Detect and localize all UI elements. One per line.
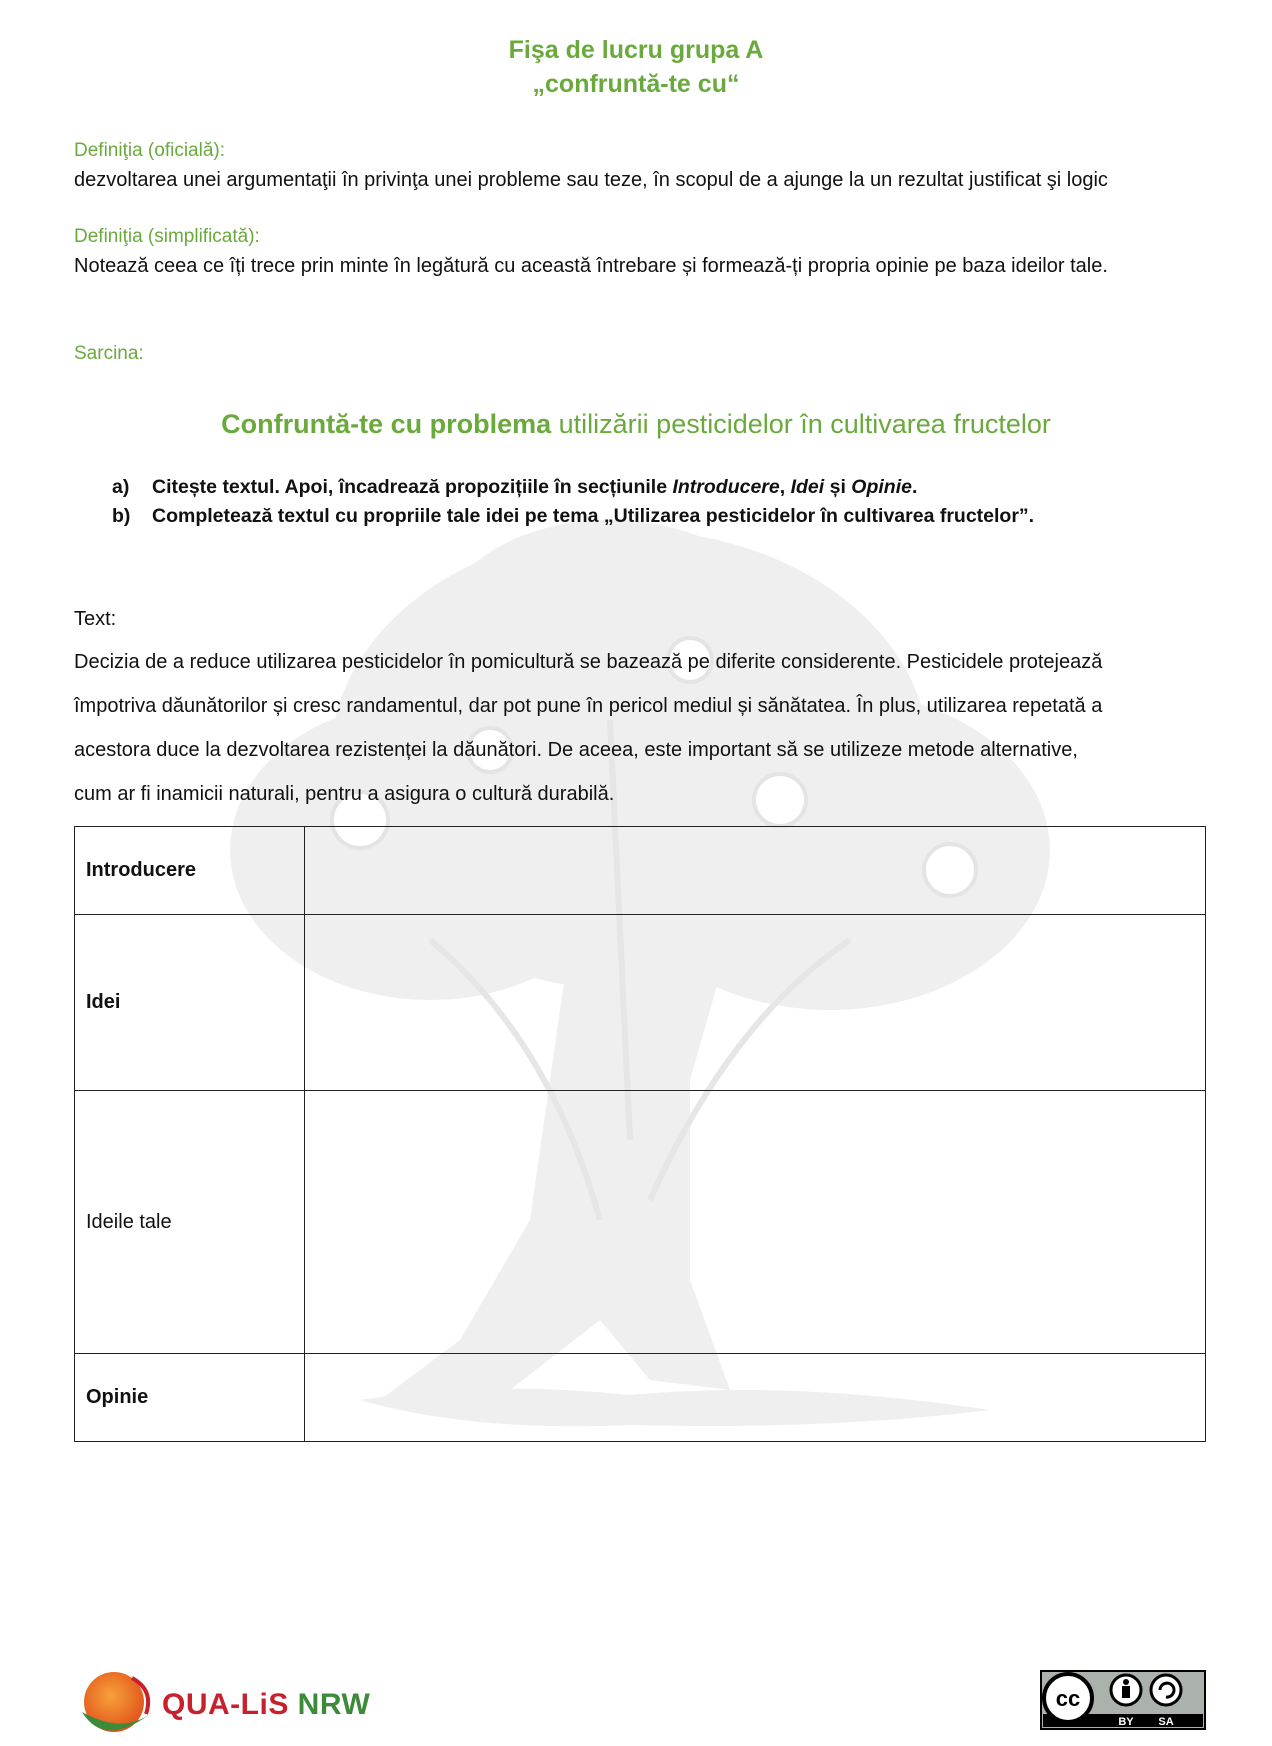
row-label-ideile-tale: Ideile tale (75, 1091, 305, 1354)
instruction-italic-opinie: Opinie (851, 476, 912, 498)
task-label: Sarcina: (74, 343, 144, 364)
simplified-definition-text: Notează ceea ce îți trece prin minte în legătură cu această întrebare și formează-ți propria opinie pe baza ideilor tale. (74, 255, 1108, 277)
ideile-tale-answer-cell[interactable] (305, 1091, 1206, 1354)
instruction-marker: b) (112, 505, 131, 527)
instruction-italic-idei: Idei (790, 476, 825, 498)
text-line: împotriva dăunătorilor și cresc randamentul, dar pot pune în pericol mediul și sănătatea. În plus, utilizarea repetată a (74, 695, 1103, 717)
row-label-introducere: Introducere (75, 827, 305, 915)
instruction-text: Citește textul. Apoi, încadrează propozițiile în secțiunile (152, 476, 673, 498)
row-label-idei: Idei (75, 915, 305, 1091)
table-row-ideile-tale (75, 1091, 1206, 1354)
idei-answer-cell[interactable] (305, 915, 1206, 1091)
text-line: acestora duce la dezvoltarea rezistenței la dăunători. De aceea, este important să se utilizeze metode alternative, (74, 739, 1078, 761)
license-sa-label: SA (1158, 1716, 1174, 1728)
official-definition-text: dezvoltarea unei argumentaţii în privinţa unei probleme sau teze, în scopul de a ajunge la un rezultat justificat şi logic (74, 169, 1108, 191)
table-row-idei (75, 915, 1206, 1091)
instruction-italic-introducere: Introducere (672, 476, 780, 498)
instruction-text: Completează textul cu propriile tale idei pe tema „Utilizarea pesticidelor în cultivarea fructelor”. (152, 505, 1035, 527)
task-title (0, 409, 1272, 440)
instruction-sep: și (824, 476, 852, 498)
row-label-opinie: Opinie (75, 1354, 305, 1442)
table-row-introducere (75, 827, 1206, 915)
instruction-sep: , (779, 476, 791, 498)
simplified-definition-label: Definiţia (simplificată): (74, 226, 260, 247)
logo-text-nrw: NRW (297, 1688, 371, 1721)
opinie-answer-cell[interactable] (305, 1354, 1206, 1442)
svg-text:cc: cc (1055, 1686, 1081, 1711)
instruction-marker: a) (112, 476, 130, 498)
table-row-opinie (75, 1354, 1206, 1442)
page-subtitle: „confruntă-te cu“ (532, 70, 740, 98)
qualis-logo-text (162, 1688, 370, 1722)
cc-by-sa-license-icon (1040, 1670, 1206, 1730)
text-line: Decizia de a reduce utilizarea pesticidelor în pomicultură se bazează pe diferite considerente. Pesticidele protejează (74, 651, 1103, 673)
introducere-answer-cell[interactable] (305, 827, 1206, 915)
text-label: Text: (74, 608, 117, 630)
text-line: cum ar fi inamicii naturali, pentru a asigura o cultură durabilă. (74, 783, 615, 805)
instruction-b (112, 505, 1034, 528)
instruction-sep: . (911, 476, 918, 498)
license-by-label: BY (1118, 1716, 1134, 1728)
sections-table (74, 826, 1206, 1442)
official-definition-label: Definiţia (oficială): (74, 140, 225, 161)
instruction-a (112, 476, 917, 499)
page-title: Fişa de lucru grupa A (508, 36, 764, 64)
task-title-bold: Confruntă-te cu problema (221, 409, 552, 439)
task-title-rest: utilizării pesticidelor în cultivarea fructelor (551, 409, 1051, 439)
logo-text-qualis: QUA-LiS (162, 1688, 289, 1721)
